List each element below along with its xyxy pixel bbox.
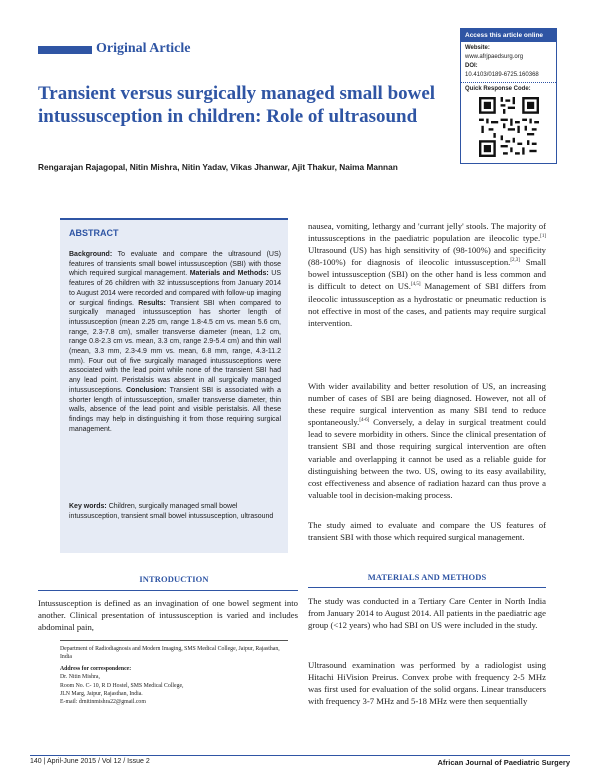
- background-label: Background:: [69, 251, 113, 258]
- doi-value[interactable]: 10.4103/0189-6725.160368: [465, 72, 539, 78]
- section-label-part1: Original: [96, 41, 147, 56]
- article-title: Transient versus surgically managed small bowel intussusception in children: Role of ultrasound: [38, 83, 436, 127]
- access-box-heading: Access this article online: [461, 29, 556, 42]
- qr-label: Quick Response Code:: [465, 86, 531, 92]
- p1-part-c: Small bowel intussusception (SBI) on the other hand is less common and is difficult to detect on US.: [308, 257, 546, 292]
- qr-code-icon: [479, 97, 539, 157]
- introduction-heading: INTRODUCTION: [139, 574, 209, 584]
- p2-part-b: Conversely, a delay in surgical treatment could lead to severe morbidity in others. Since the clinical presentation of transient SBI and those requiring surgical intervention are often variable and overlapping it cannot be used as a reliable guide for distinguishing between the two. US, owing to its easy availability, cost effectiveness and absence of radiation hazard can thus prove a valuable tool in decision-making process.: [308, 417, 546, 500]
- doi-label: DOI:: [465, 63, 478, 69]
- materials-methods-heading: MATERIALS AND METHODS: [367, 572, 487, 582]
- affiliation-block: [60, 640, 288, 707]
- section-label: [96, 41, 191, 57]
- results-text: Transient SBI when compared to surgically managed intussusception has shorter length of intussusception (mean 2.25 cm, range 1.8-4.5 cm vs. mean 5.6 cm, range, 2.3-7.8 cm), smaller transverse diameter (mean, 1.2 cm, range 0.8-2.3 cm vs. mean, 3.3 cm, range 2.9-5.4 cm) and thin wall (mean, 3.3 mm, 2.3-4.9 mm vs. mean, 6.8 mm, range, 4.3-11.2 mm). Four out of five surgically managed intussusceptions were associated with the lead point while none of the transient SBI had any lead point. Peristalsis was absent in all surgically managed intussusceptions.: [69, 299, 282, 394]
- correspondence-address-2: JLN Marg, Jaipur, Rajasthan, India.: [60, 691, 143, 698]
- p1-part-b: Ultrasound (US) has high sensitivity of (98-100%) and specificity (88-100%) for diagnosis of ileocolic intussusception.: [308, 245, 546, 268]
- keywords-label: Key words:: [69, 503, 107, 510]
- p2-part-a: With wider availability and better resolution of US, an increasing number of cases of SBI are being diagnosed. However, not all of these require surgical intervention as many SBI tend to reduce spontaneously.: [308, 381, 546, 428]
- background-text: To evaluate and compare the ultrasound (US) features of transients small bowel intussusception (SBI) with those which required surgical management.: [69, 251, 281, 278]
- reference-3[interactable]: [4,5]: [410, 282, 421, 288]
- section-tab-bar: [38, 46, 92, 54]
- abstract-text: [69, 250, 281, 434]
- correspondence-address-1: Room No. C- 10, R D Hostel, SMS Medical College,: [60, 682, 184, 689]
- access-box: [460, 28, 557, 164]
- footer-journal-name: African Journal of Paediatric Surgery: [437, 758, 570, 767]
- right-paragraph-1: [308, 220, 546, 329]
- correspondence-name: Dr. Nitin Mishra,: [60, 674, 100, 681]
- keywords-text: Children, surgically managed small bowel intussusception, transient small bowel intussusception, ultrasound: [69, 503, 274, 520]
- abstract-box: [60, 218, 288, 553]
- right-paragraph-5: Ultrasound examination was performed by a radiologist using Hitachi HiVision Preirus. Convex probe with frequency 2-5 MHz was first used for evaluation of the solid organs. Linear transducers with frequency 3-7 MHz and 5-18 MHz were then sequentially: [308, 660, 546, 707]
- correspondence-label: Address for correspondence:: [60, 665, 132, 672]
- correspondence-email[interactable]: E-mail: drnitinmishra22@gmail.com: [60, 699, 146, 706]
- footer-issue-info: 140 | April-June 2015 / Vol 12 / Issue 2: [30, 758, 150, 765]
- results-label: Results:: [138, 299, 166, 307]
- website-link[interactable]: www.afrjpaedsurg.org: [465, 54, 524, 60]
- reference-4[interactable]: [4-6]: [359, 418, 370, 424]
- reference-1[interactable]: [1]: [540, 234, 546, 240]
- website-label: Website:: [465, 45, 490, 51]
- footer-rule: [30, 755, 570, 756]
- right-paragraph-2: [308, 380, 546, 501]
- right-paragraph-4: The study was conducted in a Tertiary Care Center in North India from January 2014 to August 2014. All patients in the paediatric age group (<12 years) who had SBI on US were included in the study.: [308, 596, 546, 631]
- conclusion-text: Transient SBI is associated with a shorter length of intussusception, smaller transverse diameter, thin walls, absence of the lead point and visible peristalsis. All these findings may help in distinguishing it from those requiring surgical management.: [69, 386, 282, 433]
- abstract-heading: ABSTRACT: [69, 228, 119, 238]
- methods-label: Materials and Methods:: [189, 270, 269, 278]
- conclusion-label: Conclusion:: [125, 386, 167, 394]
- introduction-rule: [38, 590, 298, 591]
- authors: Rengarajan Rajagopal, Nitin Mishra, Nitin Yadav, Vikas Jhanwar, Ajit Thakur, Naima Mannan: [38, 162, 398, 172]
- methods-text: US features of 26 children with 32 intussusceptions from January 2014 to August 2014 were recorded and compared with follow-up imaging or surgical findings.: [69, 270, 282, 307]
- p1-part-d: Management of SBI differs from ileocolic intussusception as a hydrostatic or pneumatic reduction is not effective in most of the cases, and patients may require surgical intervention.: [308, 281, 546, 328]
- department-text: Department of Radiodiagnosis and Modern Imaging, SMS Medical College, Jaipur, Rajasthan, India: [60, 646, 280, 661]
- section-label-part2: Article: [149, 41, 191, 56]
- materials-methods-rule: [308, 587, 546, 588]
- keywords: [69, 502, 281, 521]
- right-paragraph-3: The study aimed to evaluate and compare the US features of transient SBI with those which required surgical management.: [308, 520, 546, 543]
- reference-2[interactable]: [2,3]: [510, 258, 520, 264]
- introduction-paragraph: Intussusception is defined as an invagination of one bowel segment into another. Clinical presentation of intussusception is varied and includes abdominal pain,: [38, 598, 298, 633]
- p1-part-a: nausea, vomiting, lethargy and 'currant jelly' stools. The majority of intussusceptions in the paediatric population are ileocolic type.: [308, 221, 546, 244]
- access-box-body: [461, 42, 556, 82]
